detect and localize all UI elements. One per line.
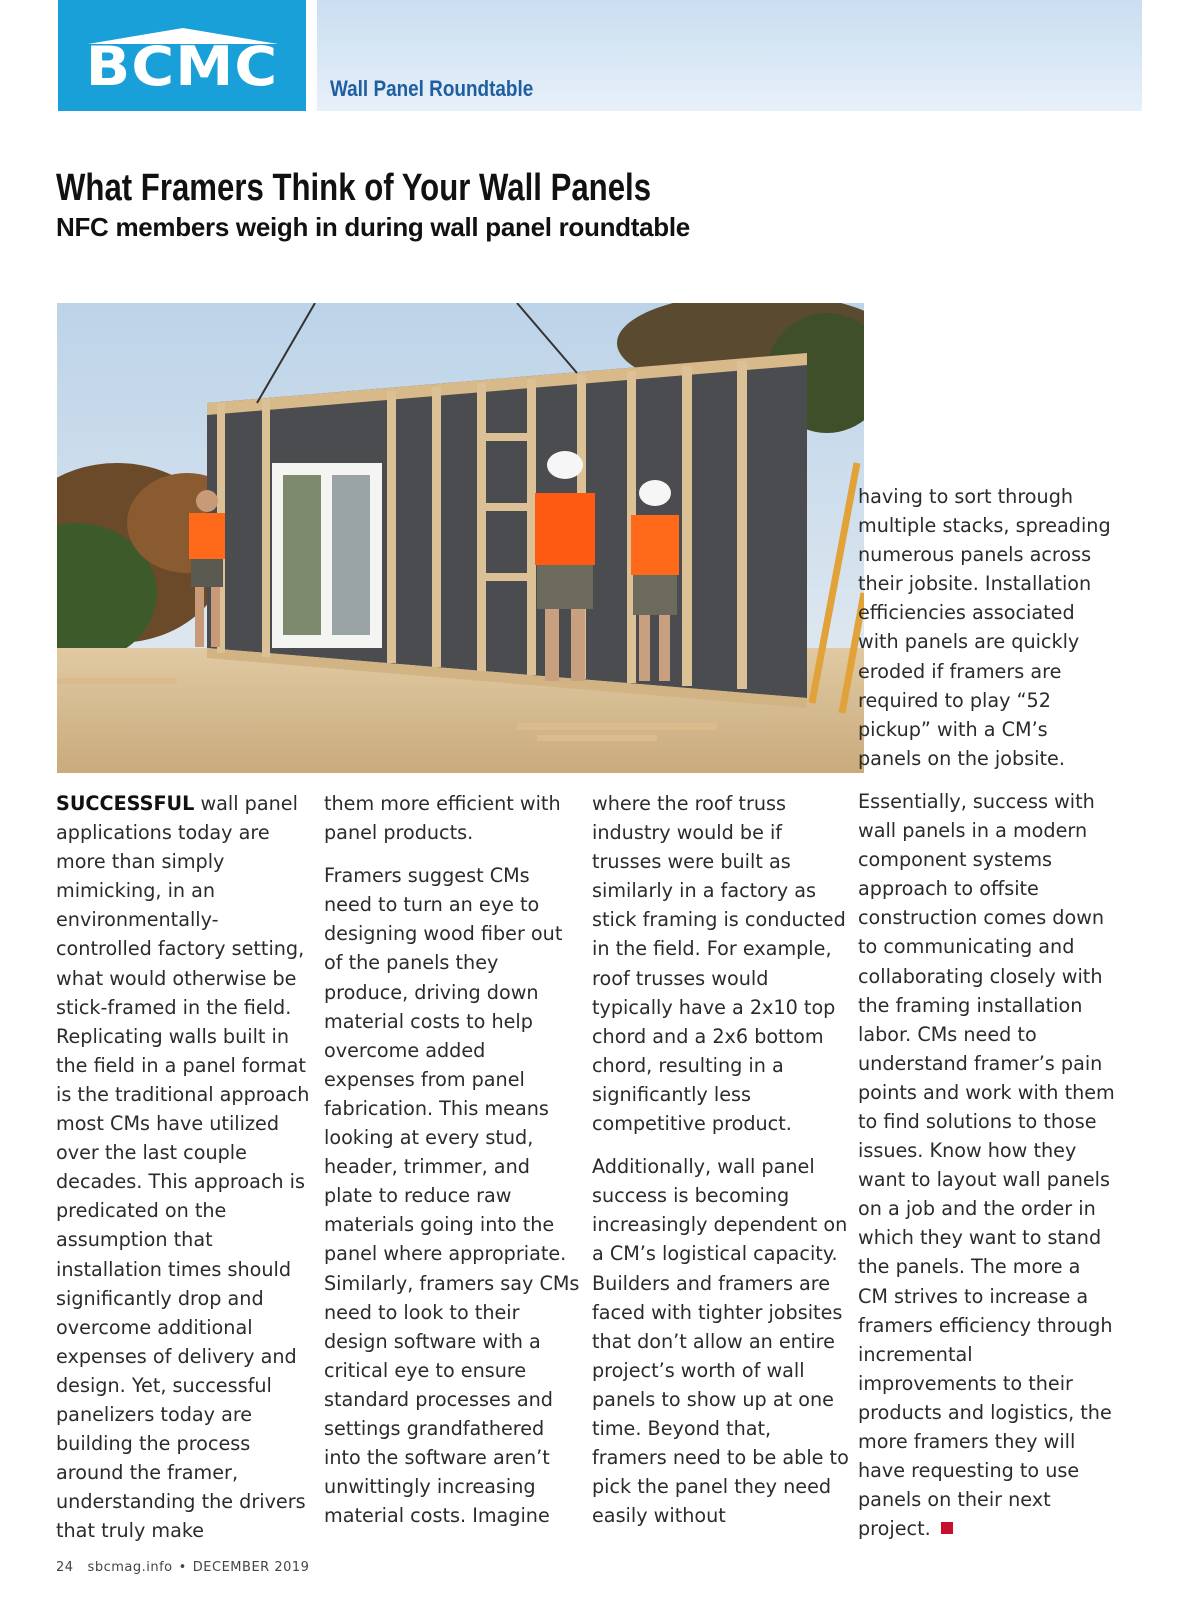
article-column-1 — [56, 789, 314, 1559]
section-label: Wall Panel Roundtable — [330, 76, 534, 101]
article-subtitle: NFC members weigh in during wall panel roundtable — [56, 212, 690, 242]
column-2-paragraph-1: them more efficient with panel products. — [324, 792, 561, 845]
page-number: 24 — [56, 1560, 74, 1575]
column-3-paragraph-2: Additionally, wall panel success is becoming increasingly dependent on a CM’s logistical capacity. Builders and framers are faced with tighter jobsites that don’t allow an entire project’s worth of wall panels to show up at one time. Beyond that, framers need to be able to pick the panel they need easily without — [592, 1155, 849, 1528]
logo-text: BCMC — [85, 35, 279, 98]
footer-issue: DECEMBER 2019 — [192, 1560, 310, 1575]
article-column-4 — [858, 482, 1116, 1557]
article-photo — [57, 303, 864, 773]
column-1-paragraph-1-text: wall panel applications today are more than simply mimicking, in an environmentally-controlled factory setting, what would otherwise be stick-framed in the field. Replicating walls built in the field in a panel format is the traditional approach most CMs have utilized over the last couple decades. This approach is predicated on the assumption that installation times should significantly drop and overcome additional expenses of delivery and design. Yet, successful panelizers today are building the process around the framer, understanding the drivers that truly make — [56, 792, 310, 1543]
column-2-paragraph-2: Framers suggest CMs need to turn an eye to designing wood fiber out of the panels they produce, driving down material costs to help overcome added expenses from panel fabrication. This means looking at every stud, header, trimmer, and plate to reduce raw materials going into the panel where appropriate. Similarly, framers say CMs need to look to their design software with a critical eye to ensure standard processes and settings grandfathered into the software aren’t unwittingly increasing material costs. Imagine — [324, 864, 580, 1528]
article-column-3 — [592, 789, 850, 1544]
lead-word: SUCCESSFUL — [56, 792, 195, 815]
article-column-2 — [324, 789, 582, 1544]
column-4-paragraph-2 — [858, 787, 1116, 1543]
footer-separator: • — [178, 1560, 187, 1575]
column-3-paragraph-1: where the roof truss industry would be if trusses were built as similarly in a factory as stick framing is conducted in the field. For example, roof trusses would typically have a 2x10 top chord and a 2x6 bottom chord, resulting in a significantly less competitive product. — [592, 792, 846, 1136]
bcmc-logo — [58, 0, 306, 111]
column-4-paragraph-2-text: Essentially, success with wall panels in a modern component systems approach to offsite construction comes down to communicating and collaborating closely with the framing installation labor. CMs need to understand framer’s pain points and work with them to find solutions to those issues. Know how they want to layout wall panels on a job and the order in which they want to stand the panels. The more a CM strives to increase a framers efficiency through incremental improvements to their products and logistics, the more framers they will have requesting to use panels on their next project. — [858, 789, 1115, 1541]
article-title: What Framers Think of Your Wall Panels — [56, 167, 652, 209]
column-1-paragraph-1 — [56, 789, 314, 1545]
page-footer — [56, 1560, 323, 1575]
footer-site: sbcmag.info — [87, 1560, 173, 1575]
end-mark-icon — [941, 1522, 953, 1534]
column-4-paragraph-1: having to sort through multiple stacks, spreading numerous panels across their jobsite. Installation efficiencies associated with panels are quickly eroded if framers are required to play “52 pickup” with a CM’s panels on the jobsite. — [858, 485, 1111, 770]
